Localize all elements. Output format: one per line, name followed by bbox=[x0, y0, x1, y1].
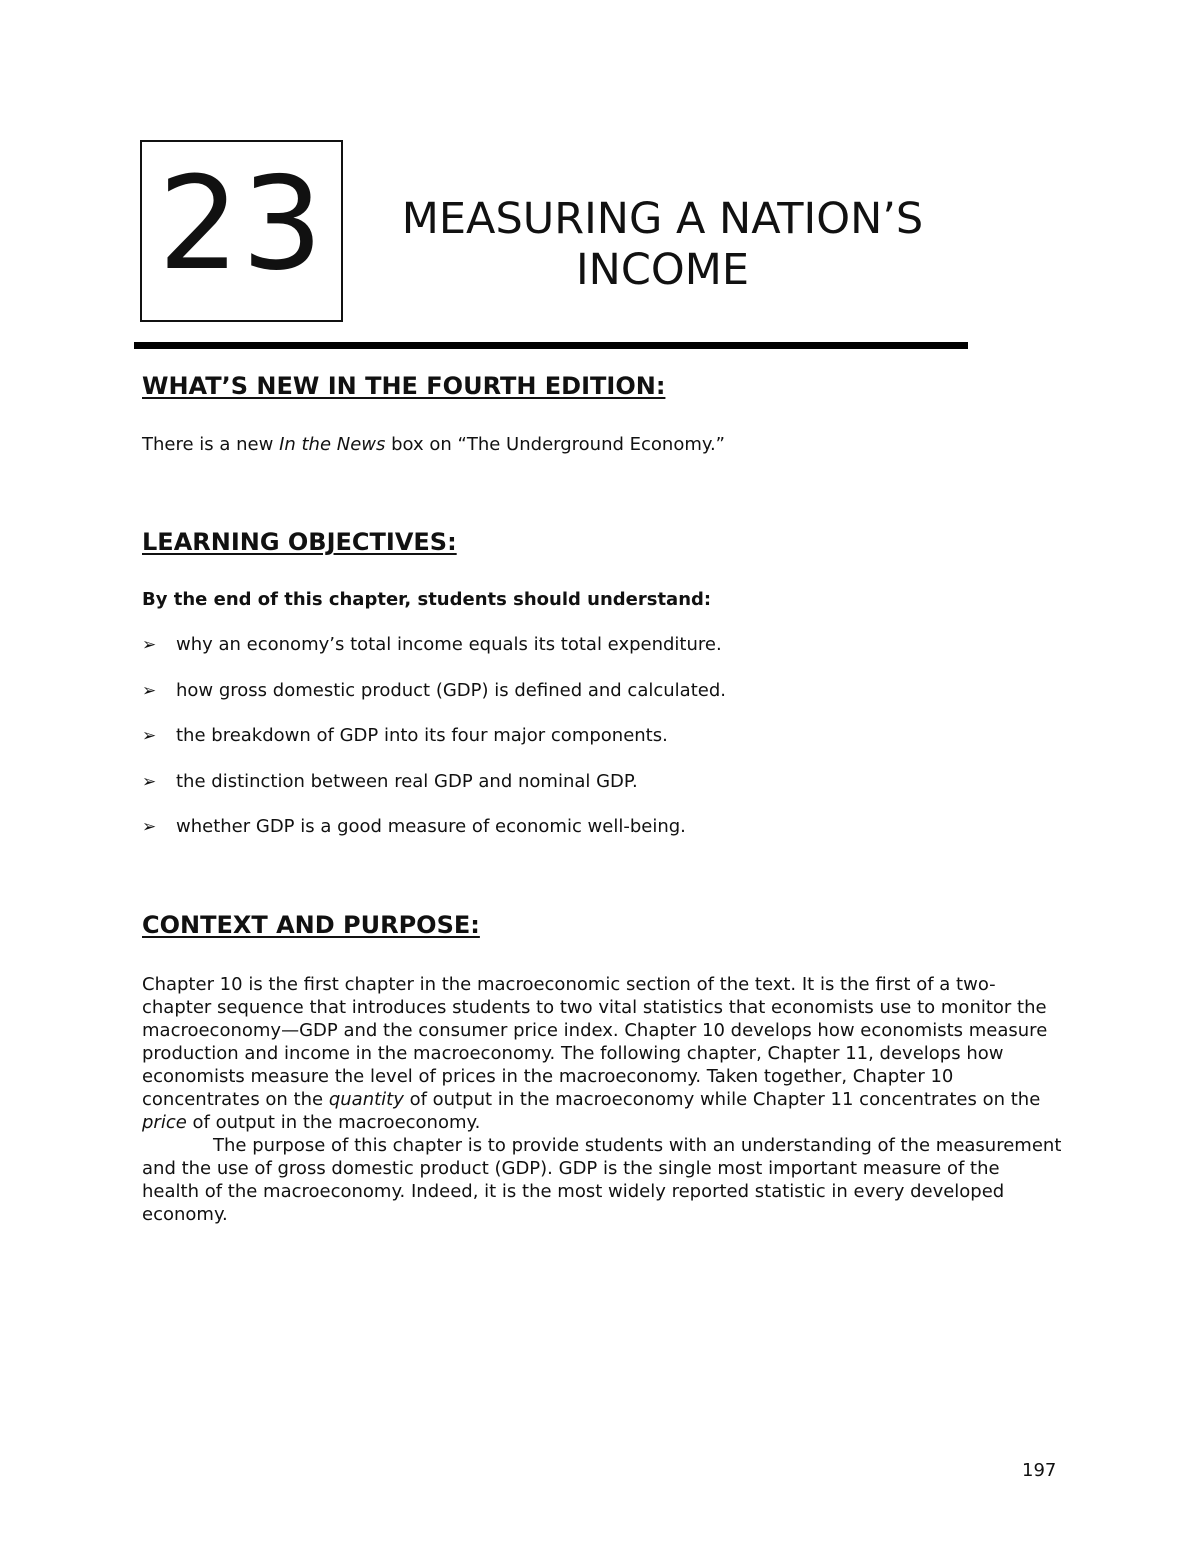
learning-objectives-lead-in: By the end of this chapter, students should understand: bbox=[142, 589, 712, 610]
title-divider-rule bbox=[134, 342, 968, 349]
arrowhead-bullet-icon: ➢ bbox=[142, 817, 157, 837]
objective-text: whether GDP is a good measure of economic well-being. bbox=[176, 816, 686, 837]
chapter-number: 23 bbox=[158, 150, 325, 299]
arrowhead-bullet-icon: ➢ bbox=[142, 726, 157, 746]
list-item bbox=[142, 770, 726, 816]
arrowhead-bullet-icon: ➢ bbox=[142, 635, 157, 655]
objective-text: the distinction between real GDP and nominal GDP. bbox=[176, 770, 638, 792]
list-item bbox=[142, 679, 726, 725]
context-p1-italic-price: price bbox=[142, 1112, 187, 1133]
list-item bbox=[142, 815, 726, 861]
context-p1-part-c: of output in the macroeconomy. bbox=[186, 1112, 481, 1133]
context-purpose-body bbox=[142, 973, 1062, 1226]
whats-new-text-before: There is a new bbox=[142, 434, 280, 455]
learning-objectives-list bbox=[142, 633, 726, 861]
arrowhead-bullet-icon: ➢ bbox=[142, 680, 157, 701]
whats-new-text bbox=[142, 433, 725, 456]
context-paragraph-1 bbox=[142, 973, 1062, 1134]
context-purpose-heading: CONTEXT AND PURPOSE: bbox=[142, 911, 480, 939]
chapter-title bbox=[355, 194, 970, 296]
whats-new-text-italic: In the News bbox=[279, 434, 386, 455]
chapter-title-line-2: INCOME bbox=[576, 245, 749, 295]
objective-text: how gross domestic product (GDP) is defined and calculated. bbox=[176, 679, 726, 701]
objective-text: the breakdown of GDP into its four major components. bbox=[176, 725, 668, 746]
learning-objectives-heading: LEARNING OBJECTIVES: bbox=[142, 528, 457, 556]
objective-text: why an economy’s total income equals its total expenditure. bbox=[176, 634, 722, 655]
chapter-number-box bbox=[140, 140, 343, 322]
chapter-title-line-1: MEASURING A NATION’S bbox=[401, 194, 924, 244]
context-p1-part-b: of output in the macroeconomy while Chapter 11 concentrates on the bbox=[403, 1089, 1041, 1110]
list-item bbox=[142, 724, 726, 770]
context-p1-part-a: Chapter 10 is the first chapter in the macroeconomic section of the text. It is the first of a two-chapter sequence that introduces students to two vital statistics that economists use to monitor the macroeconomy—GDP and the consumer price index. Chapter 10 develops how economists measure production and income in the macroeconomy. The following chapter, Chapter 11, develops how economists measure the level of prices in the macroeconomy. Taken together, Chapter 10 concentrates on the bbox=[142, 974, 1048, 1110]
context-paragraph-2: The purpose of this chapter is to provide students with an understanding of the measurement and the use of gross domestic product (GDP). GDP is the single most important measure of the health of the macroeconomy. Indeed, it is the most widely reported statistic in every developed economy. bbox=[142, 1135, 1062, 1225]
page-number: 197 bbox=[1022, 1460, 1057, 1481]
context-p1-italic-quantity: quantity bbox=[328, 1089, 404, 1110]
list-item bbox=[142, 633, 726, 679]
whats-new-heading: WHAT’S NEW IN THE FOURTH EDITION: bbox=[142, 372, 666, 400]
arrowhead-bullet-icon: ➢ bbox=[142, 771, 157, 792]
whats-new-text-after: box on “The Underground Economy.” bbox=[385, 434, 725, 455]
